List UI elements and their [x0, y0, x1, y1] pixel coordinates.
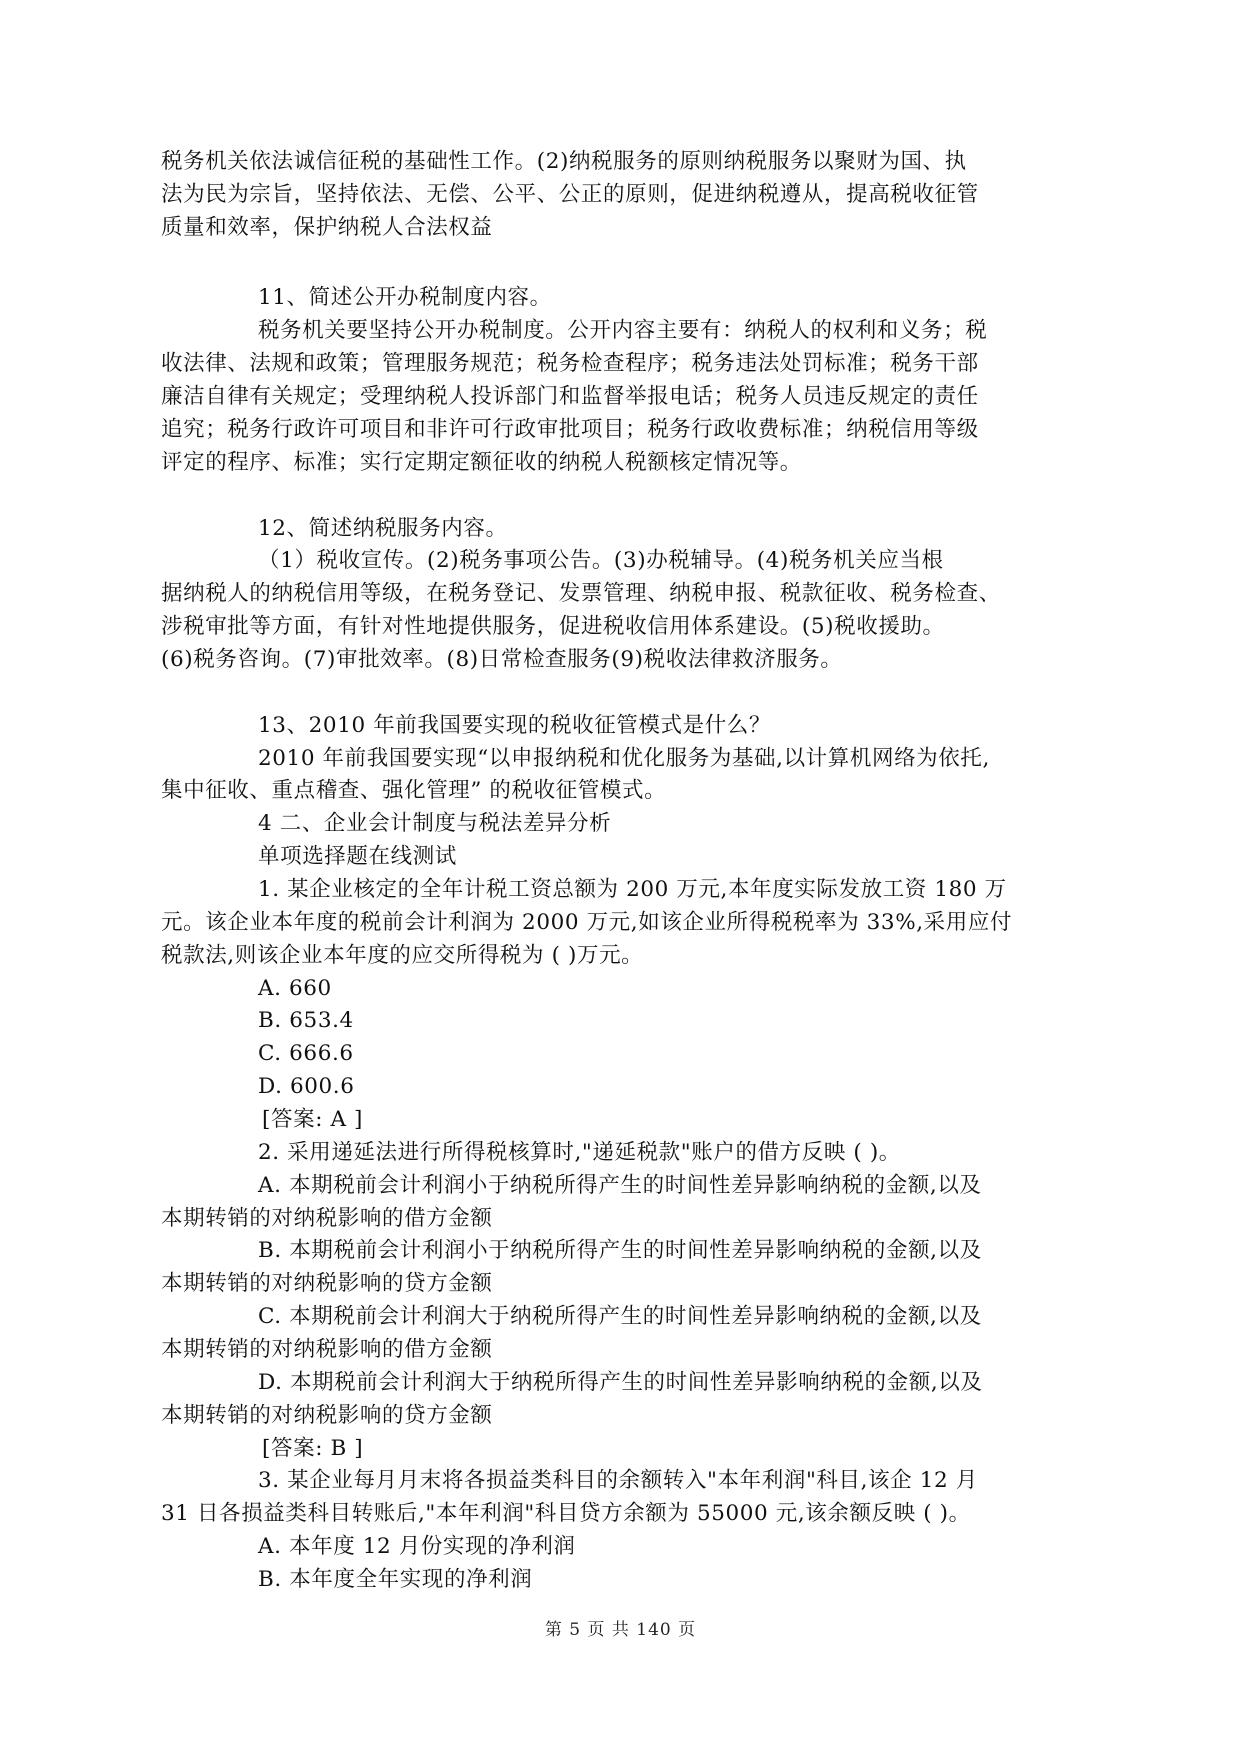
answer-option: D. 600.6 — [258, 1074, 355, 1099]
question-heading: 12、简述纳税服务内容。 — [258, 516, 508, 541]
answer-option-continued: 本期转销的对纳税影响的借方金额 — [161, 1206, 493, 1231]
answer-option: C. 666.6 — [258, 1041, 354, 1066]
question-text: 元。该企业本年度的税前会计利润为 2000 万元,如该企业所得税税率为 33%,采用应付 — [161, 910, 1013, 935]
answer-option-continued: 本期转销的对纳税影响的贷方金额 — [161, 1403, 493, 1428]
answer-option: A. 本年度 12 月份实现的净利润 — [258, 1534, 576, 1559]
text-line: 廉洁自律有关规定；受理纳税人投诉部门和监督举报电话；税务人员违反规定的责任 — [161, 384, 979, 409]
text-line: 评定的程序、标准；实行定期定额征收的纳税人税额核定情况等。 — [161, 450, 802, 475]
answer-key: [答案: B ] — [262, 1436, 364, 1461]
section-subheading: 单项选择题在线测试 — [258, 844, 457, 869]
text-line: 集中征收、重点稽查、强化管理” 的税收征管模式。 — [161, 778, 667, 803]
answer-option: B. 653.4 — [258, 1008, 354, 1033]
text-line: 税务机关依法诚信征税的基础性工作。(2)纳税服务的原则纳税服务以聚财为国、执 — [161, 149, 967, 174]
answer-option: C. 本期税前会计利润大于纳税所得产生的时间性差异影响纳税的金额,以及 — [258, 1304, 982, 1329]
text-line: 据纳税人的纳税信用等级，在税务登记、发票管理、纳税申报、税款征收、税务检查、 — [161, 581, 1001, 606]
question-text: 2. 采用递延法进行所得税核算时,"递延税款"账户的借方反映 ( )。 — [258, 1140, 901, 1165]
text-line: （1）税收宣传。(2)税务事项公告。(3)办税辅导。(4)税务机关应当根 — [258, 548, 944, 573]
answer-option: A. 660 — [258, 976, 332, 1001]
question-text: 31 日各损益类科目转账后,"本年利润"科目贷方余额为 55000 元,该余额反映 ( )。 — [161, 1501, 971, 1526]
section-heading: 4 二、企业会计制度与税法差异分析 — [258, 811, 612, 836]
answer-option-continued: 本期转销的对纳税影响的贷方金额 — [161, 1271, 493, 1296]
text-line: 税务机关要坚持公开办税制度。公开内容主要有：纳税人的权利和义务；税 — [258, 318, 988, 343]
question-heading: 11、简述公开办税制度内容。 — [258, 285, 552, 310]
text-line: 质量和效率，保护纳税人合法权益 — [161, 215, 493, 240]
text-line: 涉税审批等方面，有针对性地提供服务，促进税收信用体系建设。(5)税收援助。 — [161, 614, 945, 639]
answer-option: D. 本期税前会计利润大于纳税所得产生的时间性差异影响纳税的金额,以及 — [258, 1370, 983, 1395]
question-heading: 13、2010 年前我国要实现的税收征管模式是什么？ — [258, 713, 772, 738]
page-number-footer: 第 5 页 共 140 页 — [544, 1620, 697, 1640]
question-text: 税款法,则该企业本年度的应交所得税为 ( )万元。 — [161, 943, 644, 968]
answer-option: A. 本期税前会计利润小于纳税所得产生的时间性差异影响纳税的金额,以及 — [258, 1173, 982, 1198]
answer-option-continued: 本期转销的对纳税影响的借方金额 — [161, 1337, 493, 1362]
answer-key: [答案: A ] — [262, 1107, 364, 1132]
answer-option: B. 本年度全年实现的净利润 — [258, 1567, 533, 1592]
text-line: (6)税务咨询。(7)审批效率。(8)日常检查服务(9)税收法律救济服务。 — [161, 647, 843, 672]
text-line: 追究；税务行政许可项目和非许可行政审批项目；税务行政收费标准；纳税信用等级 — [161, 417, 979, 442]
text-line: 法为民为宗旨，坚持依法、无偿、公平、公正的原则，促进纳税遵从，提高税收征管 — [161, 182, 979, 207]
question-text: 3. 某企业每月月末将各损益类科目的余额转入"本年利润"科目,该企 12 月 — [258, 1468, 978, 1493]
text-line: 收法律、法规和政策；管理服务规范；税务检查程序；税务违法处罚标准；税务干部 — [161, 351, 979, 376]
question-text: 1. 某企业核定的全年计税工资总额为 200 万元,本年度实际发放工资 180 万 — [258, 877, 1007, 902]
text-line: 2010 年前我国要实现“以申报纳税和优化服务为基础,以计算机网络为依托, — [258, 746, 990, 771]
answer-option: B. 本期税前会计利润小于纳税所得产生的时间性差异影响纳税的金额,以及 — [258, 1238, 982, 1263]
